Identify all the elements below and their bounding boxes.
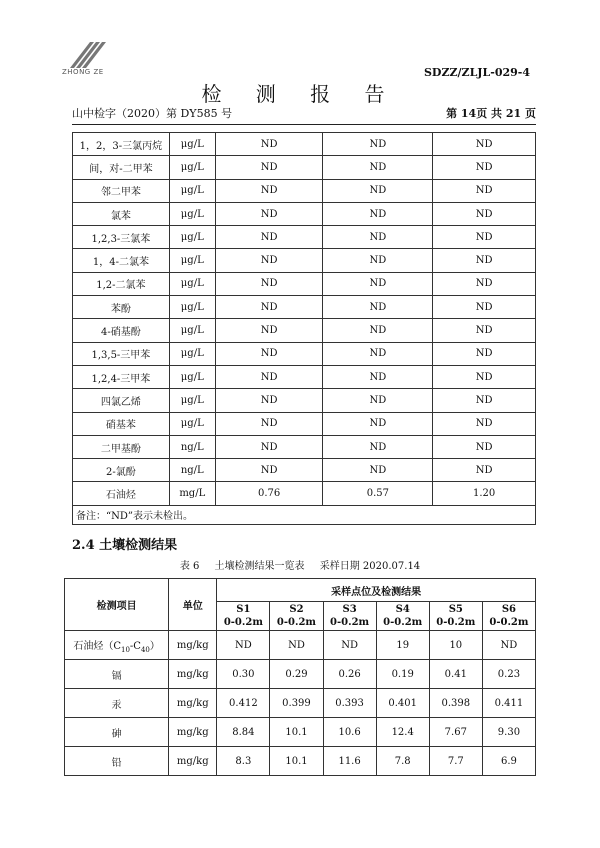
table-row [65, 718, 536, 747]
site-depth: 0-0.2m [489, 617, 529, 628]
table-row [73, 412, 536, 435]
cell-value: 6.9 [482, 747, 535, 776]
cell-value: 0.76 [215, 482, 323, 505]
cell-value: 12.4 [376, 718, 429, 747]
cell-value: ND [433, 133, 536, 156]
table-note: 备注：“ND”表示未检出。 [73, 505, 536, 524]
cell-value: ND [215, 389, 323, 412]
row-item: 1,2-二氯苯 [73, 272, 170, 295]
table-row [73, 342, 536, 365]
report-number: 山中检字（2020）第 DY585 号 [72, 107, 233, 120]
row-unit: mg/L [169, 482, 215, 505]
cell-value: 0.401 [376, 689, 429, 718]
cell-value: ND [323, 296, 433, 319]
cell-value: 11.6 [323, 747, 376, 776]
row-unit: μg/L [169, 412, 215, 435]
row-item: 石油烃 [73, 482, 170, 505]
row-unit: mg/kg [169, 689, 217, 718]
row-item: 铅 [65, 747, 169, 776]
cell-value: 0.412 [217, 689, 270, 718]
cell-value: ND [433, 249, 536, 272]
cell-value: 0.57 [323, 482, 433, 505]
cell-value: ND [217, 631, 270, 660]
cell-value: ND [215, 226, 323, 249]
cell-value: ND [215, 249, 323, 272]
cell-value: ND [323, 249, 433, 272]
row-item: 1,2,4-三甲苯 [73, 365, 170, 388]
table-row [73, 296, 536, 319]
page-info: 第 14页 共 21 页 [446, 107, 536, 120]
cell-value: ND [323, 631, 376, 660]
table-row [73, 435, 536, 458]
cell-value: ND [323, 365, 433, 388]
row-item: 四氯乙烯 [73, 389, 170, 412]
cell-value: 7.67 [429, 718, 482, 747]
row-unit: μg/L [169, 272, 215, 295]
col-header-unit: 单位 [169, 579, 217, 631]
table-row [73, 226, 536, 249]
cell-value: ND [433, 296, 536, 319]
note-row [73, 505, 536, 524]
site-depth: 0-0.2m [223, 617, 263, 628]
cell-value: 10.6 [323, 718, 376, 747]
table-row [73, 179, 536, 202]
cell-value: ND [433, 459, 536, 482]
row-unit: mg/kg [169, 631, 217, 660]
cell-value: 0.19 [376, 660, 429, 689]
cell-value: ND [433, 342, 536, 365]
cell-value: 0.398 [429, 689, 482, 718]
cell-value: ND [323, 179, 433, 202]
row-item: 石油烃$(C_{10}-C_{40})$ [65, 631, 169, 660]
cell-value: ND [433, 156, 536, 179]
cell-value: ND [215, 133, 323, 156]
row-unit: μg/L [169, 342, 215, 365]
cell-value: ND [215, 435, 323, 458]
soil-results-body [65, 579, 536, 776]
cell-value: 0.23 [482, 660, 535, 689]
cell-value: ND [433, 412, 536, 435]
row-unit: μg/L [169, 156, 215, 179]
cell-value: 0.399 [270, 689, 323, 718]
cell-value: 0.26 [323, 660, 376, 689]
row-unit: μg/L [169, 202, 215, 225]
row-unit: μg/L [169, 226, 215, 249]
site-name: S3 [342, 604, 357, 615]
section-heading: 2.4 土壤检测结果 [72, 538, 178, 553]
row-unit: mg/kg [169, 718, 217, 747]
cell-value: 7.8 [376, 747, 429, 776]
cell-value: ND [215, 156, 323, 179]
cell-value: ND [323, 342, 433, 365]
col-header-sites-group: 采样点位及检测结果 [217, 579, 536, 602]
cell-value: ND [215, 412, 323, 435]
site-depth: 0-0.2m [436, 617, 476, 628]
table-row [73, 272, 536, 295]
report-reference-line [72, 105, 536, 125]
cell-value: ND [323, 202, 433, 225]
cell-value: ND [270, 631, 323, 660]
cell-value: ND [323, 389, 433, 412]
row-item: 汞 [65, 689, 169, 718]
site-header-s4 [376, 602, 429, 631]
cell-value: 19 [376, 631, 429, 660]
cell-value: ND [433, 365, 536, 388]
cell-value: 9.30 [482, 718, 535, 747]
table-row [65, 660, 536, 689]
table-row [73, 482, 536, 505]
cell-value: 0.30 [217, 660, 270, 689]
row-item: 间，对-二甲苯 [73, 156, 170, 179]
row-unit: μg/L [169, 319, 215, 342]
row-item: 硝基苯 [73, 412, 170, 435]
cell-value: ND [323, 133, 433, 156]
cell-value: ND [323, 319, 433, 342]
cell-value: ND [323, 412, 433, 435]
cell-value: 8.84 [217, 718, 270, 747]
cell-value: 0.29 [270, 660, 323, 689]
table-row [73, 133, 536, 156]
cell-value: ND [215, 342, 323, 365]
site-name: S4 [395, 604, 410, 615]
row-unit: mg/kg [169, 747, 217, 776]
table-row [65, 631, 536, 660]
cell-value: ND [323, 272, 433, 295]
cell-value: ND [433, 226, 536, 249]
row-unit: μg/L [169, 179, 215, 202]
cell-value: ND [215, 272, 323, 295]
cell-value: ND [215, 319, 323, 342]
cell-value: 10.1 [270, 747, 323, 776]
row-unit: mg/kg [169, 660, 217, 689]
cell-value: 10 [429, 631, 482, 660]
table-row [73, 389, 536, 412]
site-name: S1 [236, 604, 251, 615]
site-name: S6 [501, 604, 517, 615]
cell-value: ND [433, 179, 536, 202]
cell-value: ND [433, 435, 536, 458]
row-item: 4-硝基酚 [73, 319, 170, 342]
document-code: SDZZ/ZLJL-029-4 [423, 66, 530, 79]
cell-value: 10.1 [270, 718, 323, 747]
row-item: 镉 [65, 660, 169, 689]
site-header-s3 [323, 602, 376, 631]
table-name: 土壤检测结果一览表 [214, 561, 305, 572]
site-header-s1 [217, 602, 270, 631]
table-row [73, 249, 536, 272]
cell-value: ND [215, 296, 323, 319]
row-item: 邻二甲苯 [73, 179, 170, 202]
site-header-s2 [270, 602, 323, 631]
table-row [73, 459, 536, 482]
row-item: 砷 [65, 718, 169, 747]
cell-value: ND [215, 202, 323, 225]
site-depth: 0-0.2m [330, 617, 370, 628]
row-item: 1,2,3-三氯苯 [73, 226, 170, 249]
table-row [73, 365, 536, 388]
row-item: 2-氯酚 [73, 459, 170, 482]
cell-value: ND [482, 631, 535, 660]
cell-value: ND [433, 389, 536, 412]
row-unit: ng/L [169, 435, 215, 458]
row-unit: μg/L [169, 133, 215, 156]
row-unit: ng/L [169, 459, 215, 482]
cell-value: 0.41 [429, 660, 482, 689]
site-name: S2 [289, 604, 304, 615]
table-row [73, 202, 536, 225]
site-depth: 0-0.2m [276, 617, 317, 628]
table-row [65, 747, 536, 776]
row-unit: μg/L [169, 389, 215, 412]
cell-value: ND [215, 179, 323, 202]
table-row [73, 319, 536, 342]
row-item: 苯酚 [73, 296, 170, 319]
row-item: 氯苯 [73, 202, 170, 225]
row-item: 二甲基酚 [73, 435, 170, 458]
page-title: 检 测 报 告 [201, 82, 399, 106]
logo-text: ZHONG ZE [62, 68, 104, 76]
row-unit: μg/L [169, 365, 215, 388]
site-name: S5 [448, 604, 463, 615]
site-header-s5 [429, 602, 482, 631]
cell-value: 8.3 [217, 747, 270, 776]
row-unit: μg/L [169, 296, 215, 319]
table-number: 表 6 [179, 561, 200, 572]
soil-header-row [65, 579, 536, 602]
cell-value: ND [433, 272, 536, 295]
cell-value: 0.393 [323, 689, 376, 718]
cell-value: ND [323, 226, 433, 249]
water-results-table [72, 132, 536, 525]
cell-value: ND [215, 365, 323, 388]
cell-value: ND [433, 202, 536, 225]
table-caption [0, 557, 600, 572]
cell-value: ND [323, 459, 433, 482]
table-row [73, 156, 536, 179]
cell-value: ND [433, 319, 536, 342]
water-results-body [73, 133, 536, 525]
row-unit: μg/L [169, 249, 215, 272]
row-item: 1，2，3-三氯丙烷 [73, 133, 170, 156]
sampling-date: 采样日期 2020.07.14 [319, 561, 421, 572]
cell-value: ND [323, 435, 433, 458]
cell-value: 7.7 [429, 747, 482, 776]
col-header-item: 检测项目 [65, 579, 169, 631]
row-item: 1,3,5-三甲苯 [73, 342, 170, 365]
cell-value: 1.20 [433, 482, 536, 505]
cell-value: ND [215, 459, 323, 482]
row-item: 1，4-二氯苯 [73, 249, 170, 272]
site-depth: 0-0.2m [383, 617, 423, 628]
soil-results-table [64, 578, 536, 776]
cell-value: ND [323, 156, 433, 179]
cell-value: 0.411 [482, 689, 535, 718]
table-row [65, 689, 536, 718]
site-header-s6 [482, 602, 535, 631]
